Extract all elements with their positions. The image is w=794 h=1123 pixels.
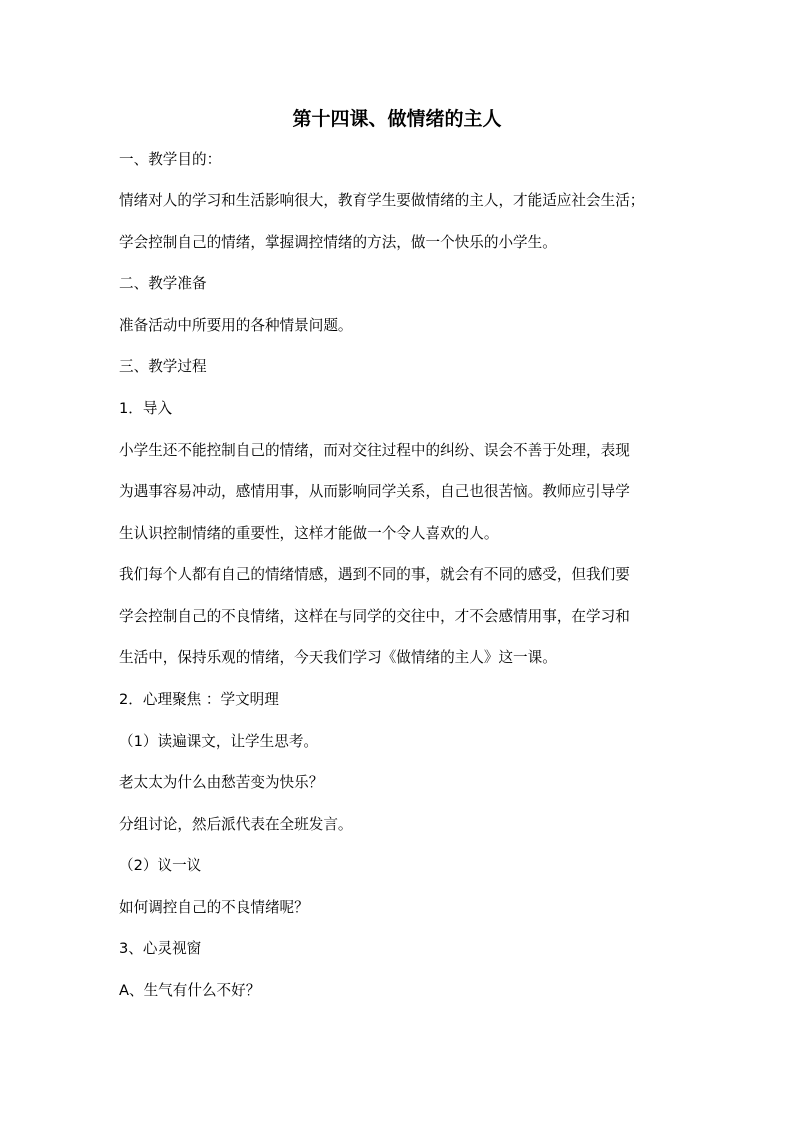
paragraph-line: 小学生还不能控制自己的情绪，而对交往过程中的纠纷、误会不善于处理，表现 (119, 442, 630, 459)
heading-teaching-preparation: 二、教学准备 (119, 275, 207, 292)
document-title: 第十四课、做情绪的主人 (292, 108, 502, 130)
paragraph-line: 生活中，保持乐观的情绪，今天我们学习《做情绪的主人》这一课。 (119, 649, 557, 666)
heading-teaching-process: 三、教学过程 (119, 358, 207, 375)
subheading-introduction: 1．导入 (119, 400, 173, 417)
paragraph-line: 分组讨论，然后派代表在全班发言。 (119, 816, 353, 833)
paragraph-line: 如何调控自己的不良情绪呢？ (119, 899, 309, 916)
paragraph-line: 我们每个人都有自己的情绪情感，遇到不同的事，就会有不同的感受，但我们要 (119, 566, 630, 583)
paragraph-line: 情绪对人的学习和生活影响很大，教育学生要做情绪的主人，才能适应社会生活； (119, 192, 645, 209)
paragraph-line: （1）读遍课文，让学生思考。 (119, 733, 319, 750)
paragraph-line: 老太太为什么由愁苦变为快乐？ (119, 774, 324, 791)
paragraph-line: 生认识控制情绪的重要性，这样才能做一个令人喜欢的人。 (119, 525, 499, 542)
subheading-mind-window: 3、心灵视窗 (119, 940, 202, 957)
paragraph-line: 为遇事容易冲动，感情用事，从而影响同学关系，自己也很苦恼。教师应引导学 (119, 483, 630, 500)
paragraph-line: A、生气有什么不好？ (119, 982, 261, 999)
paragraph-line: 学会控制自己的情绪，掌握调控情绪的方法，做一个快乐的小学生。 (119, 234, 557, 251)
heading-teaching-goal: 一、教学目的： (119, 151, 222, 168)
paragraph-line: （2）议一议 (119, 857, 202, 874)
subheading-psychology-focus: 2．心理聚焦 ：学文明理 (119, 691, 279, 708)
paragraph-line: 学会控制自己的不良情绪，这样在与同学的交往中，才不会感情用事，在学习和 (119, 608, 630, 625)
paragraph-line: 准备活动中所要用的各种情景问题。 (119, 317, 353, 334)
